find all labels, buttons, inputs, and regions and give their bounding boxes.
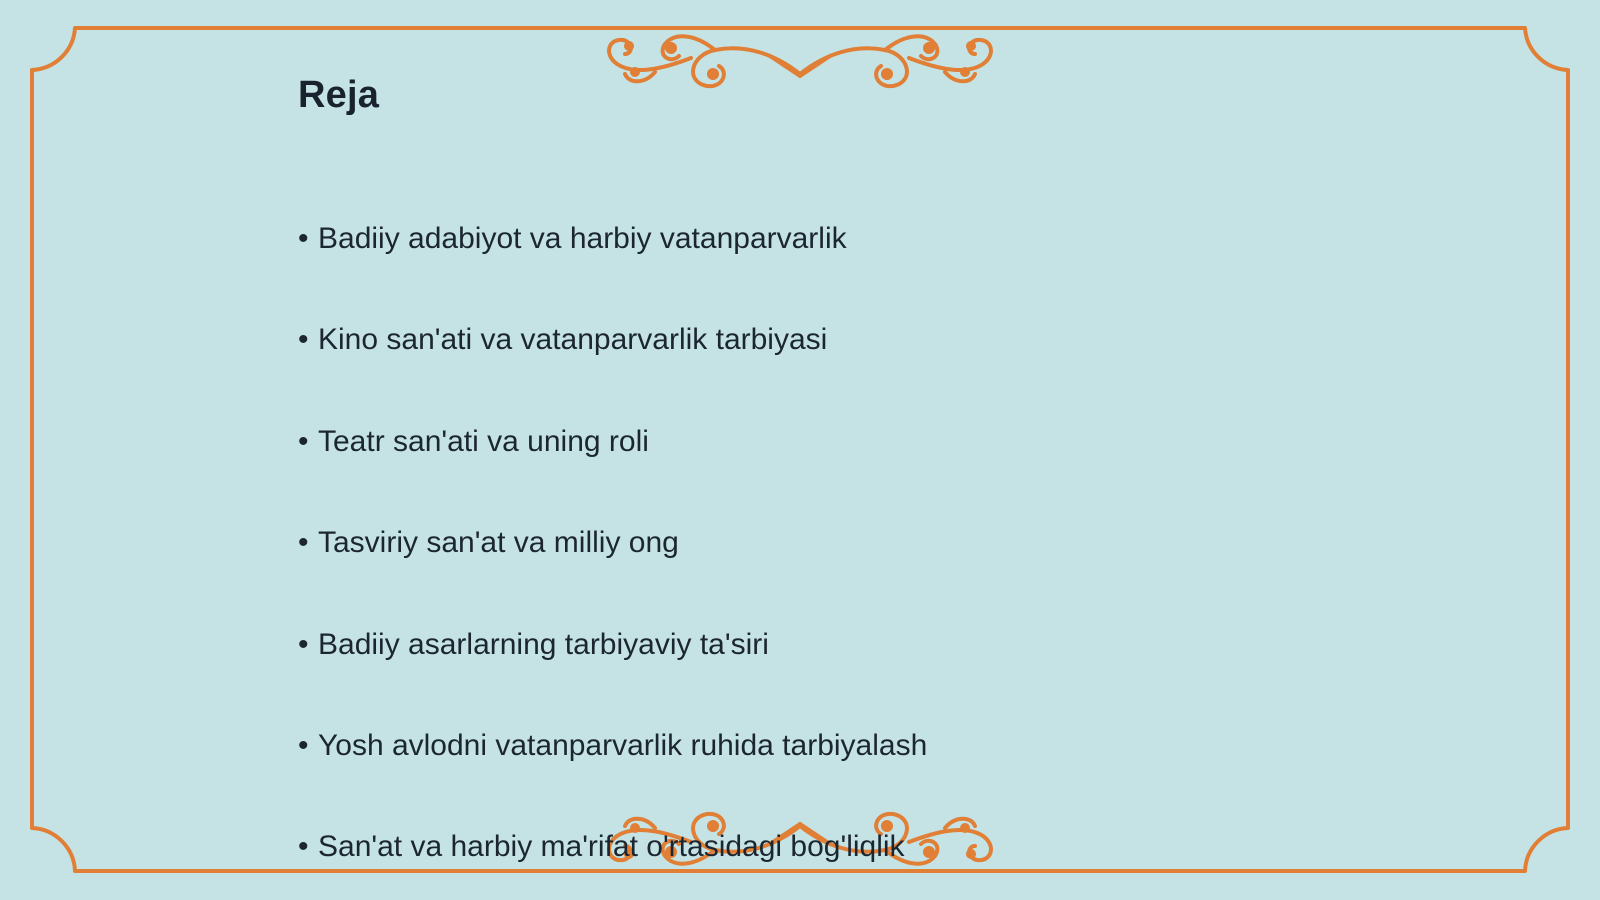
bullet-icon: • bbox=[298, 830, 309, 864]
slide-title: Reja bbox=[298, 74, 380, 116]
bullet-icon: • bbox=[298, 424, 309, 458]
top-scroll-flourish-icon bbox=[595, 24, 1005, 96]
list-item bbox=[298, 222, 927, 323]
list-item-label: Tasviriy san'at va milliy ong bbox=[318, 526, 679, 560]
list-item bbox=[298, 830, 927, 900]
list-item-label: San'at va harbiy ma'rifat o'rtasidagi bog'liqlik bbox=[318, 830, 905, 864]
bullet-icon: • bbox=[298, 526, 309, 560]
list-item bbox=[298, 729, 927, 830]
bullet-icon: • bbox=[298, 323, 309, 357]
plan-list bbox=[298, 222, 927, 900]
list-item bbox=[298, 425, 927, 526]
bullet-icon: • bbox=[298, 222, 309, 255]
list-item-label: Badiiy adabiyot va harbiy vatanparvarlik bbox=[318, 222, 847, 255]
list-item-label: Badiiy asarlarning tarbiyaviy ta'siri bbox=[318, 627, 769, 661]
list-item-label: Kino san'ati va vatanparvarlik tarbiyasi bbox=[318, 323, 828, 357]
bullet-icon: • bbox=[298, 728, 309, 762]
list-item-label: Teatr san'ati va uning roli bbox=[318, 424, 649, 458]
bullet-icon: • bbox=[298, 627, 309, 661]
list-item bbox=[298, 323, 927, 424]
list-item bbox=[298, 526, 927, 627]
list-item-label: Yosh avlodni vatanparvarlik ruhida tarbiyalash bbox=[318, 728, 928, 762]
list-item bbox=[298, 628, 927, 729]
